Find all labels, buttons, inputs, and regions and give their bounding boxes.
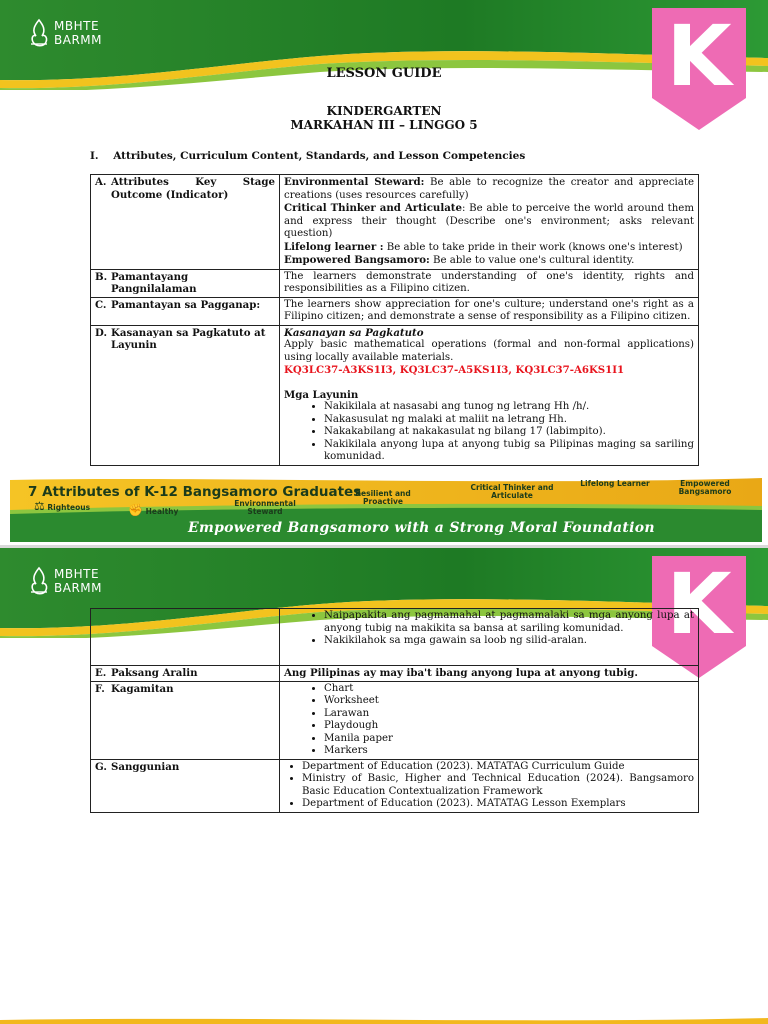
attribute-item: Critical Thinker and Articulate: Be able to perceive the world around them and express their thought (Describe one's environment; asks relevant question) — [284, 202, 694, 239]
attr-environmental-steward: Environmental Steward — [234, 499, 296, 516]
lesson-table-page-2 — [90, 608, 699, 813]
quarter-week-label: MARKAHAN III – LINGGO 5 — [290, 118, 478, 132]
row-label-c: C. Pamantayan sa Pagganap: — [91, 297, 280, 325]
list-item: • Nakakabilang at nakakasulat ng bilang 17 (labimpito). — [324, 426, 694, 439]
list-item: • Manila paper — [324, 733, 694, 746]
competency-text: Apply basic mathematical operations (formal and non-formal applications) using locally available materials. — [284, 339, 694, 363]
grade-label: KINDERGARTEN — [326, 104, 442, 118]
lesson-table-page-1 — [90, 174, 699, 466]
table-row-c — [91, 297, 699, 325]
attribute-item: Empowered Bangsamoro: Be able to value one's cultural identity. — [284, 254, 635, 266]
logo-line-2: BARMM — [54, 33, 102, 47]
table-row-g — [91, 759, 699, 812]
attr-resilient-proactive: Resilient and Proactive — [355, 489, 411, 506]
layunin-list-continued — [284, 610, 694, 648]
attr-lifelong-learner: Lifelong Learner — [580, 479, 650, 488]
attr-critical-thinker: Critical Thinker and Articulate — [470, 483, 554, 500]
list-item: • Department of Education (2023). MATATAG Lesson Exemplars — [302, 798, 694, 811]
attr-healthy: ✊ Healthy — [128, 503, 179, 517]
row-content-a — [280, 175, 699, 270]
row-content-d-continued — [280, 609, 699, 666]
doc-title: LESSON GUIDE — [326, 66, 442, 81]
logo-line-1: MBHTE — [54, 567, 100, 581]
row-content-f — [280, 681, 699, 759]
list-item: • Chart — [324, 683, 694, 696]
table-row-f — [91, 681, 699, 759]
references-list — [284, 761, 694, 811]
attr-empowered-bangsamoro: Empowered Bangsamoro — [678, 479, 732, 496]
logo-flame-icon — [28, 566, 50, 596]
row-label-d-continued — [91, 609, 280, 666]
row-label-e: E. Paksang Aralin — [91, 666, 280, 682]
attribute-item: Environmental Steward: Be able to recognize the creator and appreciate creations (uses resources carefully) — [284, 176, 694, 201]
list-item: • Worksheet — [324, 695, 694, 708]
attributes-banner — [10, 476, 762, 542]
table-row-b — [91, 269, 699, 297]
table-row-d-continued — [91, 609, 699, 666]
row-content-e: Ang Pilipinas ay may iba't ibang anyong lupa at anyong tubig. — [280, 666, 699, 682]
row-content-d — [280, 325, 699, 465]
list-item: • Larawan — [324, 708, 694, 721]
page-2 — [0, 548, 768, 1024]
scale-icon: ⚖ — [34, 499, 45, 513]
attribute-item: Lifelong learner : Be able to take pride in their work (knows one's interest) — [284, 240, 683, 253]
mbhte-logo — [28, 566, 102, 596]
badge-letter: K — [666, 555, 732, 653]
row-label-a: A. Attributes Key Stage Outcome (Indicator) — [91, 175, 280, 270]
materials-list — [284, 683, 694, 758]
list-item: • Playdough — [324, 720, 694, 733]
competency-subhead: Kasanayan sa Pagkatuto — [284, 326, 424, 339]
list-item: • Ministry of Basic, Higher and Technical Education (2024). Bangsamoro Basic Education Contextualization Framework — [302, 773, 694, 798]
row-label-d: D. Kasanayan sa Pagkatuto at Layunin — [91, 325, 280, 465]
row-content-b: The learners demonstrate understanding of one's identity, rights and responsibilities as a Filipino citizen. — [280, 269, 699, 297]
list-item: • Nakasusulat ng malaki at maliit na letrang Hh. — [324, 414, 694, 427]
list-item: • Nakikilahok sa mga gawain sa loob ng silid-aralan. — [324, 635, 694, 648]
footer-strip — [0, 1016, 768, 1024]
row-content-c: The learners show appreciation for one's culture; understand one's right as a Filipino citizen; and demonstrate a sense of responsibility as a Filipino citizen. — [280, 297, 699, 325]
table-row-e — [91, 666, 699, 682]
list-item: • Department of Education (2023). MATATAG Curriculum Guide — [302, 761, 694, 774]
strength-icon: ✊ — [128, 503, 143, 517]
badge-letter: K — [666, 7, 732, 105]
layunin-heading: Mga Layunin — [284, 388, 359, 401]
table-row-d — [91, 325, 699, 465]
row-label-f: F. Kagamitan — [91, 681, 280, 759]
row-content-g — [280, 759, 699, 812]
layunin-list — [284, 401, 694, 464]
list-item: • Nakikilala at nasasabi ang tunog ng letrang Hh /h/. — [324, 401, 694, 414]
section-heading: I. Attributes, Curriculum Content, Standards, and Lesson Competencies — [90, 150, 526, 162]
list-item: • Nakikilala anyong lupa at anyong tubig sa Pilipinas maging sa sariling komunidad. — [324, 439, 694, 464]
logo-flame-icon — [28, 18, 50, 48]
competency-codes: KQ3LC37-A3KS1I3, KQ3LC37-A5KS1I3, KQ3LC37-A6KS1I1 — [284, 364, 625, 376]
banner-slogan: Empowered Bangsamoro with a Strong Moral Foundation — [188, 520, 655, 536]
list-item: • Markers — [324, 745, 694, 758]
table-row-a — [91, 175, 699, 270]
list-item: • Naipapakita ang pagmamahal at pagmamalaki sa mga anyong lupa at anyong tubig na makikita sa bansa at sariling komunidad. — [324, 610, 694, 635]
row-label-g: G. Sanggunian — [91, 759, 280, 812]
logo-line-1: MBHTE — [54, 19, 100, 33]
logo-line-2: BARMM — [54, 581, 102, 595]
row-label-b: B. Pamantayang Pangnilalaman — [91, 269, 280, 297]
mbhte-logo — [28, 18, 102, 48]
attr-righteous: ⚖ Righteous — [34, 499, 91, 513]
banner-title: 7 Attributes of K-12 Bangsamoro Graduates — [28, 484, 362, 500]
